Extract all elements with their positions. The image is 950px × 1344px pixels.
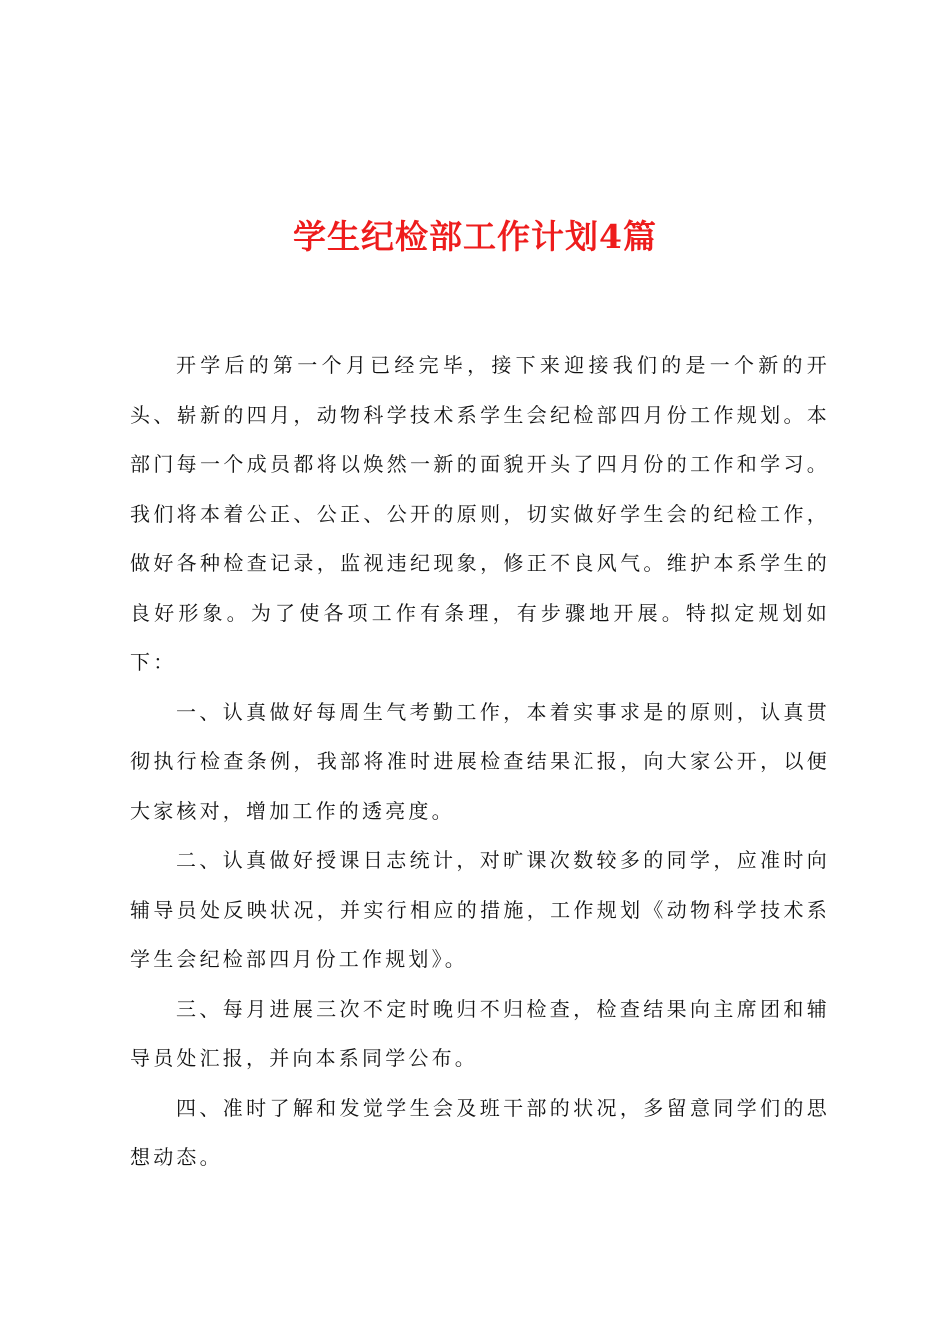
document-title: 学生纪检部工作计划4篇 xyxy=(293,217,657,256)
paragraph-item-3: 三、每月进展三次不定时晚归不归检查，检查结果向主席团和辅导员处汇报，并向本系同学公布。 xyxy=(130,996,830,1070)
paragraph-item-2: 二、认真做好授课日志统计，对旷课次数较多的同学，应准时向辅导员处反映状况，并实行相应的措施，工作规划《动物科学技术系学生会纪检部四月份工作规划》。 xyxy=(130,848,830,971)
document-body xyxy=(130,341,830,1183)
paragraph-item-1: 一、认真做好每周生气考勤工作，本着实事求是的原则，认真贯彻执行检查条例，我部将准时进展检查结果汇报，向大家公开，以便大家核对，增加工作的透亮度。 xyxy=(130,699,830,823)
paragraph-intro: 开学后的第一个月已经完毕，接下来迎接我们的是一个新的开头、崭新的四月，动物科学技术系学生会纪检部四月份工作规划。本部门每一个成员都将以焕然一新的面貌开头了四月份的工作和学习。我们将本着公正、公正、公开的原则，切实做好学生会的纪检工作，做好各种检查记录，监视违纪现象，修正不良风气。维护本系学生的良好形象。为了使各项工作有条理，有步骤地开展。特拟定规划如下： xyxy=(130,353,830,674)
paragraph-item-4: 四、准时了解和发觉学生会及班干部的状况，多留意同学们的思想动态。 xyxy=(130,1095,830,1169)
